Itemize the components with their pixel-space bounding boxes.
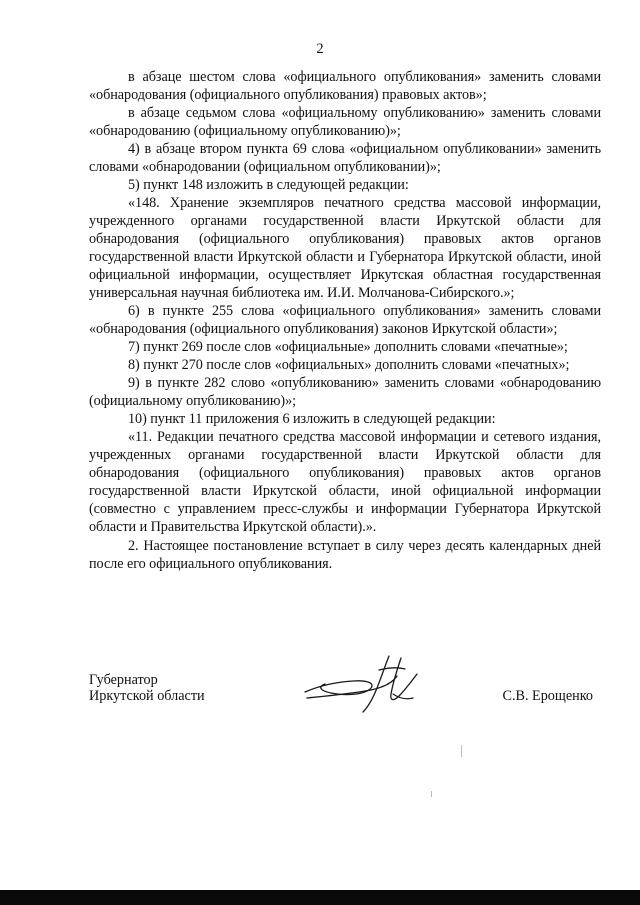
- signer-position-line1: Губернатор: [89, 672, 158, 688]
- paragraph-item-7: 7) пункт 269 после слов «официальные» дополнить словами «печатные»;: [128, 339, 568, 355]
- signature-block: [89, 660, 601, 720]
- paragraph-item-8: 8) пункт 270 после слов «официальных» дополнить словами «печатных»;: [128, 357, 570, 373]
- signer-name: С.В. Ерощенко: [502, 688, 593, 704]
- handwritten-signature: [301, 652, 431, 716]
- paragraph-point-11: «11. Редакции печатного средства массовой информации и сетевого издания, учрежденных органами государственной власти Иркутской области для обнародования (официального опубликования) правовых актов органов государственной власти Иркутской области, иной официальной информации (совместно с управлением пресс-службы и информации Губернатора Иркутской области и Правительства Иркутской области).».: [89, 429, 601, 535]
- paragraph-item-9: 9) в пункте 282 слово «опубликованию» заменить словами «обнародованию (официальному опубликованию)»;: [89, 375, 601, 409]
- scan-bottom-edge: [0, 890, 640, 905]
- signer-position-line2: Иркутской области: [89, 688, 205, 704]
- paragraph-item-10: 10) пункт 11 приложения 6 изложить в следующей редакции:: [128, 411, 496, 427]
- scan-speck: [461, 745, 462, 757]
- paragraph-amend-para6: в абзаце шестом слова «официального опубликования» заменить словами «обнародования (официального опубликования) правовых актов»;: [89, 69, 601, 103]
- paragraph-item-5: 5) пункт 148 изложить в следующей редакции:: [128, 177, 409, 193]
- signer-position: [89, 672, 205, 704]
- paragraph-effective-date: 2. Настоящее постановление вступает в силу через десять календарных дней после его официального опубликования.: [89, 538, 601, 572]
- paragraph-item-4: 4) в абзаце втором пункта 69 слова «официальном опубликовании» заменить словами «обнародовании (официальном опубликовании)»;: [89, 141, 601, 175]
- page-number: 2: [316, 41, 324, 57]
- paragraph-amend-para7: в абзаце седьмом слова «официальному опубликованию» заменить словами «обнародованию (официальному опубликованию)»;: [89, 105, 601, 139]
- document-body: [89, 68, 601, 573]
- paragraph-item-6: 6) в пункте 255 слова «официального опубликования» заменить словами «обнародования (официального опубликования) законов Иркутской области»;: [89, 303, 601, 337]
- scan-speck: [431, 791, 432, 797]
- paragraph-point-148: «148. Хранение экземпляров печатного средства массовой информации, учрежденного органами государственной власти Иркутской области для обнародования (официального опубликования) правовых актов органов государственной власти Иркутской области и Губернатора Иркутской области, иной официальной информации, осуществляет Иркутская областная государственная универсальная научная библиотека им. И.И. Молчанова-Сибирского.»;: [89, 195, 601, 301]
